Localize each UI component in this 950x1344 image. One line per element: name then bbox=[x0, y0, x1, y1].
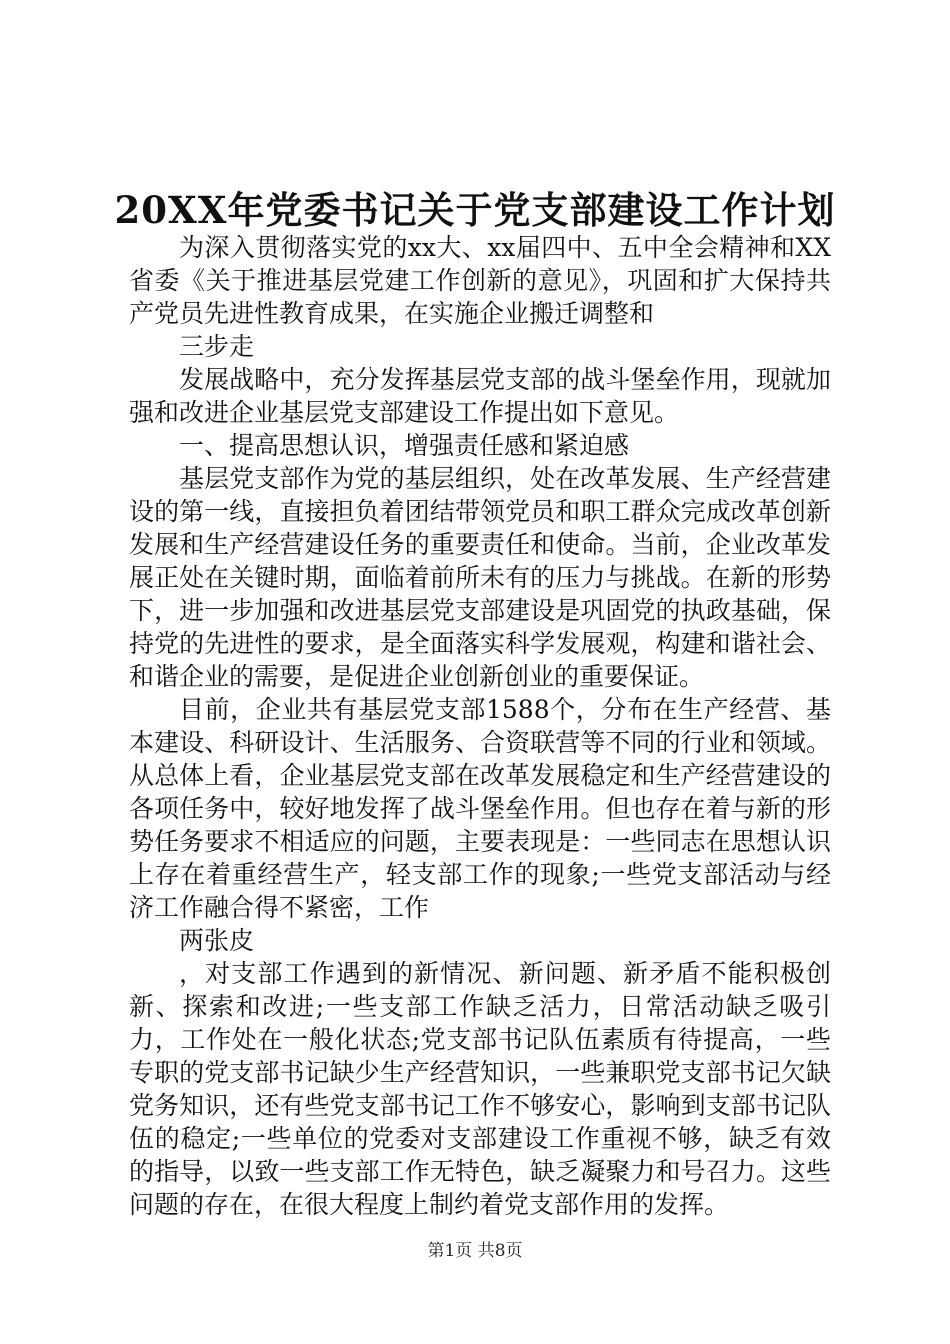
paragraph-intro: 为深入贯彻落实党的xx大、xx届四中、五中全会精神和XX省委《关于推进基层党建工作创新的意见》，巩固和扩大保持共产党员先进性教育成果，在实施企业搬迁调整和 bbox=[129, 233, 831, 328]
document-title: 20XX年党委书记关于党支部建设工作计划 bbox=[114, 188, 836, 232]
document-body bbox=[129, 231, 831, 1221]
section-heading-1: 一、提高思想认识，增强责任感和紧迫感 bbox=[179, 431, 630, 460]
paragraph-current-status: 目前，企业共有基层党支部1588个，分布在生产经营、基本建设、科研设计、生活服务、合资联营等不同的行业和领域。从总体上看，企业基层党支部在改革发展稳定和生产经营建设的各项任务中，较好地发挥了战斗堡垒作用。但也存在着与新的形势任务要求不相适应的问题，主要表现是：一些同志在思想认识上存在着重经营生产，轻支部工作的现象;一些党支部活动与经济工作融合得不紧密，工作 bbox=[129, 695, 831, 922]
page-indicator: 第1页 共8页 bbox=[427, 1241, 523, 1261]
paragraph-problems: ，对支部工作遇到的新情况、新问题、新矛盾不能积极创新、探索和改进;一些支部工作缺乏活力，日常活动缺乏吸引力，工作处在一般化状态;党支部书记队伍素质有待提高，一些专职的党支部书记缺少生产经营知识，一些兼职党支部书记欠缺党务知识，还有些党支部书记工作不够安心，影响到支部书记队伍的稳定;一些单位的党委对支部建设工作重视不够，缺乏有效的指导，以致一些支部工作无特色，缺乏凝聚力和号召力。这些问题的存在，在很大程度上制约着党支部作用的发挥。 bbox=[129, 959, 831, 1219]
paragraph-strategy: 发展战略中，充分发挥基层党支部的战斗堡垒作用，现就加强和改进企业基层党支部建设工作提出如下意见。 bbox=[129, 365, 831, 427]
paragraph-role: 基层党支部作为党的基层组织，处在改革发展、生产经营建设的第一线，直接担负着团结带领党员和职工群众完成改革创新发展和生产经营建设任务的重要责任和使命。当前，企业改革发展正处在关键时期，面临着前所未有的压力与挑战。在新的形势下，进一步加强和改进基层党支部建设是巩固党的执政基础，保持党的先进性的要求，是全面落实科学发展观，构建和谐社会、和谐企业的需要，是促进企业创新创业的重要保证。 bbox=[129, 464, 831, 691]
paragraph-fragment-sanbuzou: 三步走 bbox=[179, 332, 255, 361]
paragraph-fragment-liangzhangpi: 两张皮 bbox=[179, 926, 255, 955]
